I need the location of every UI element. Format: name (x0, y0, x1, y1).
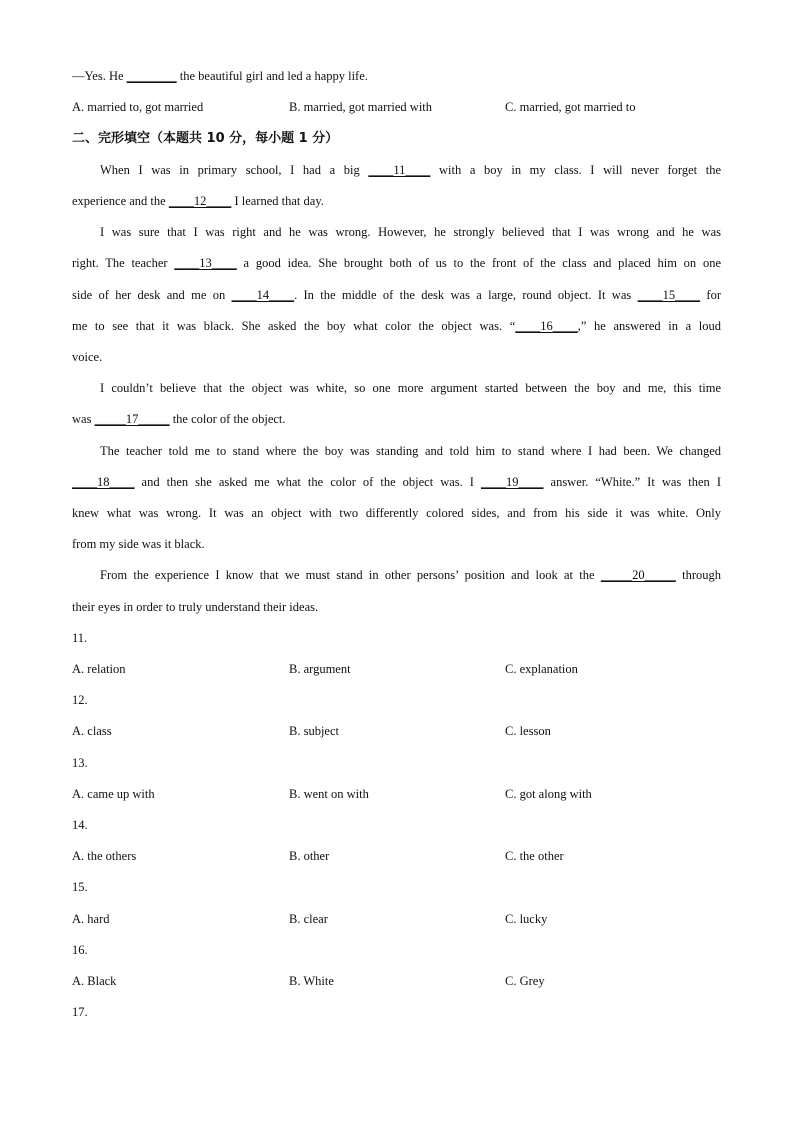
passage-line: knew what was wrong. It was an object with two differently colored sides, and from his side it was white. Only (72, 506, 721, 520)
question-number: 17. (72, 1005, 88, 1019)
passage-line: From the experience I know that we must stand in other persons’ position and look at the _____20_____ through (100, 568, 721, 582)
question-number: 11. (72, 631, 88, 645)
option-a[interactable]: A. relation (72, 662, 126, 676)
prev-option-b[interactable]: B. married, got married with (289, 100, 433, 114)
passage-line: ____18____ and then she asked me what the color of the object was. I ____19____ answer. “White.” It was then I (72, 475, 721, 489)
passage-line: experience and the ____12____ I learned that day. (72, 194, 324, 208)
passage-line: The teacher told me to stand where the boy was standing and told him to stand where I had been. We changed (100, 444, 721, 458)
option-b[interactable]: B. other (289, 849, 330, 863)
blank-19[interactable]: ____19____ (481, 475, 544, 489)
option-b[interactable]: B. White (289, 974, 334, 988)
passage-line: me to see that it was black. She asked the boy what color the object was. “____16____,” he answered in a loud (72, 319, 722, 333)
question-number: 14. (72, 818, 88, 832)
blank-20[interactable]: _____20_____ (600, 568, 676, 582)
passage-line: I was sure that I was right and he was wrong. However, he strongly believed that I was wrong and he was (100, 225, 721, 239)
section-heading: 二、完形填空（本题共 10 分，每小题 1 分） (72, 131, 339, 146)
question-number: 12. (72, 693, 88, 707)
option-a[interactable]: A. hard (72, 912, 110, 926)
passage-line: When I was in primary school, I had a big ____11____ with a boy in my class. I will never forget the (100, 163, 722, 177)
question-number: 13. (72, 756, 88, 770)
option-c[interactable]: C. Grey (505, 974, 545, 988)
prev-option-a[interactable]: A. married to, got married (72, 100, 204, 114)
prev-question-stem: —Yes. He ________ the beautiful girl and led a happy life. (72, 69, 368, 83)
question-number: 15. (72, 880, 88, 894)
prev-option-c[interactable]: C. married, got married to (505, 100, 636, 114)
blank-11[interactable]: ____11____ (368, 163, 431, 177)
option-b[interactable]: B. argument (289, 662, 351, 676)
passage-line: I couldn’t believe that the object was white, so one more argument started between the boy and me, this time (100, 381, 721, 395)
passage-line: from my side was it black. (72, 537, 205, 551)
blank-17[interactable]: _____17_____ (94, 412, 170, 426)
option-c[interactable]: C. got along with (505, 787, 592, 801)
option-a[interactable]: A. class (72, 724, 112, 738)
option-b[interactable]: B. went on with (289, 787, 369, 801)
blank-18[interactable]: ____18____ (72, 475, 135, 489)
blank-15[interactable]: ____15____ (637, 288, 701, 302)
option-c[interactable]: C. lesson (505, 724, 551, 738)
option-a[interactable]: A. came up with (72, 787, 155, 801)
passage-line: right. The teacher ____13____ a good idea. She brought both of us to the front of the class and placed him on one (72, 256, 721, 270)
option-b[interactable]: B. clear (289, 912, 328, 926)
passage-line: voice. (72, 350, 103, 364)
blank-14[interactable]: ____14____ (231, 288, 295, 302)
option-a[interactable]: A. the others (72, 849, 137, 863)
blank-16[interactable]: ____16____ (515, 319, 578, 333)
blank-13[interactable]: ____13____ (174, 256, 237, 270)
option-c[interactable]: C. lucky (505, 912, 548, 926)
passage-line: their eyes in order to truly understand their ideas. (72, 600, 319, 614)
blank-12[interactable]: ____12____ (168, 194, 232, 208)
option-b[interactable]: B. subject (289, 724, 339, 738)
answer-blank[interactable]: ________ (126, 69, 177, 83)
option-c[interactable]: C. explanation (505, 662, 578, 676)
question-number: 16. (72, 943, 88, 957)
passage-line: was _____17_____ the color of the object. (72, 412, 286, 426)
option-c[interactable]: C. the other (505, 849, 564, 863)
passage-line: side of her desk and me on ____14____. In the middle of the desk was a large, round object. It was ____15____ for (72, 288, 721, 302)
option-a[interactable]: A. Black (72, 974, 117, 988)
